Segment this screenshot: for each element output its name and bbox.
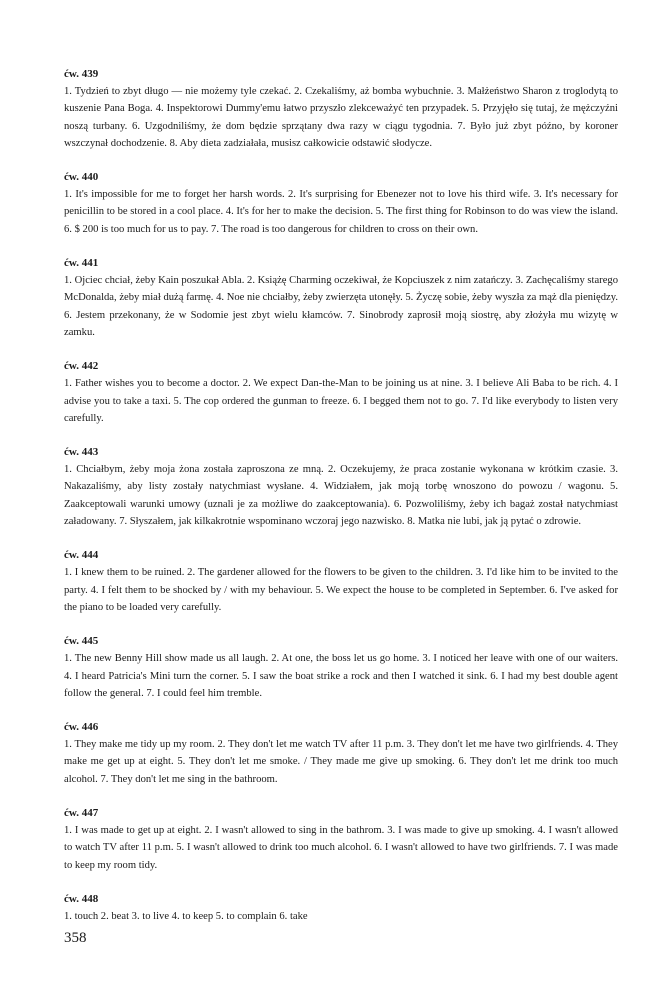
exercise-answers: 1. The new Benny Hill show made us all laugh. 2. At one, the boss let us go home. 3. I noticed her leave with one of our waiters. 4. I heard Patricia's Mini turn the corner. 5. I saw the boat strike a rock and then I watched it sink. 6. I had my best double agent follow the general. 7. I could feel him tremble. bbox=[64, 653, 618, 699]
exercise-441 bbox=[64, 255, 618, 341]
exercise-442 bbox=[64, 358, 618, 427]
exercise-answers: 1. Tydzień to zbyt długo — nie możemy tyle czekać. 2. Czekaliśmy, aż bomba wybuchnie. 3. Małżeństwo Sharon z troglodytą to kuszenie Pana Boga. 4. Inspektorowi Dummy'emu łatwo przyszło zlekceważyć ten przypadek. 5. Przyjęło się tutaj, że mężczyźni noszą turbany. 6. Uzgodniliśmy, że dom będzie sprzątany dwa razy w ciągu tygodnia. 7. Było już zbyt późno, by koroner wszczynał dochodzenie. 8. Aby dieta zadziałała, musisz całkowicie odstawić słodycze. bbox=[64, 86, 618, 149]
exercise-answers: 1. Father wishes you to become a doctor. 2. We expect Dan-the-Man to be joining us at nine. 3. I believe Ali Baba to be rich. 4. I advise you to take a taxi. 5. The cop ordered the gunman to freeze. 6. I begged them not to go. 7. I'd like everybody to listen very carefully. bbox=[64, 378, 618, 424]
exercise-answers: 1. touch 2. beat 3. to live 4. to keep 5. to complain 6. take bbox=[64, 910, 308, 922]
exercise-446 bbox=[64, 719, 618, 788]
exercise-447 bbox=[64, 805, 618, 874]
exercise-heading: ćw. 443 bbox=[64, 446, 99, 459]
exercise-439 bbox=[64, 66, 618, 152]
exercise-448 bbox=[64, 891, 618, 925]
exercise-answers: 1. It's impossible for me to forget her harsh words. 2. It's surprising for Ebenezer not to love his third wife. 3. It's necessary for penicillin to be stored in a cool place. 4. It's for her to make the decision. 5. The first thing for Robinson to do was view the island. 6. $ 200 is too much for us to pay. 7. The road is too dangerous for children to cross on their own. bbox=[64, 189, 618, 235]
exercise-heading: ćw. 445 bbox=[64, 635, 99, 648]
exercise-heading: ćw. 444 bbox=[64, 549, 99, 562]
exercise-heading: ćw. 441 bbox=[64, 257, 99, 270]
exercise-445 bbox=[64, 633, 618, 702]
exercise-heading: ćw. 447 bbox=[64, 807, 99, 820]
exercise-heading: ćw. 442 bbox=[64, 360, 99, 373]
exercise-440 bbox=[64, 169, 618, 238]
exercise-443 bbox=[64, 444, 618, 530]
page-number: 358 bbox=[64, 930, 87, 946]
exercise-answers: 1. Ojciec chciał, żeby Kain poszukał Abla. 2. Książę Charming oczekiwał, że Kopciuszek z nim zatańczy. 3. Zachęcaliśmy starego McDonalda, żeby miał dużą farmę. 4. Noe nie chciałby, żeby zwierzęta utonęły. 5. Życzę sobie, żeby wyszła za mąż dla pieniędzy. 6. Jestem przekonany, że w Sodomie jest zbyt wielu kłamców. 7. Sinobrody zaprosił moją siostrę, aby złożyła mu wizytę w zamku. bbox=[64, 275, 618, 338]
exercise-answers: 1. I knew them to be ruined. 2. The gardener allowed for the flowers to be given to the children. 3. I'd like him to be invited to the party. 4. I felt them to be shocked by / with my behaviour. 5. We expect the house to be completed in September. 6. I've asked for the piano to be loaded very carefully. bbox=[64, 567, 618, 613]
exercise-answers: 1. Chciałbym, żeby moja żona została zaproszona ze mną. 2. Oczekujemy, że praca zostanie wykonana w krótkim czasie. 3. Nakazaliśmy, aby listy zostały natychmiast wysłane. 4. Widziałem, jak moją torbę wnoszono do powozu / wagonu. 5. Zaakceptowali warunki umowy (uznali je za możliwe do zaakceptowania). 6. Pozwoliliśmy, żeby ich bagaż został natychmiast załadowany. 7. Słyszałem, jak kilkakrotnie wspominano wczoraj jego nazwisko. 8. Matka nie lubi, jak ją pytać o zdrowie. bbox=[64, 464, 618, 528]
exercise-heading: ćw. 439 bbox=[64, 68, 99, 80]
answer-key-page bbox=[64, 66, 618, 942]
exercise-heading: ćw. 440 bbox=[64, 171, 99, 184]
exercise-heading: ćw. 446 bbox=[64, 721, 99, 734]
exercise-answers: 1. They make me tidy up my room. 2. They don't let me watch TV after 11 p.m. 3. They don't let me have two girlfriends. 4. They make me get up at eight. 5. They don't let me smoke. / They made me give up smoking. 6. They don't let me drink too much alcohol. 7. They don't let me sing in the bathroom. bbox=[64, 739, 618, 785]
exercise-444 bbox=[64, 547, 618, 616]
exercise-answers: 1. I was made to get up at eight. 2. I wasn't allowed to sing in the bathrom. 3. I was made to give up smoking. 4. I wasn't allowed to watch TV after 11 p.m. 5. I wasn't allowed to drink too much alcohol. 6. I wasn't allowed to have two girlfriends. 7. I was made to keep my room tidy. bbox=[64, 825, 618, 871]
exercise-heading: ćw. 448 bbox=[64, 892, 99, 905]
